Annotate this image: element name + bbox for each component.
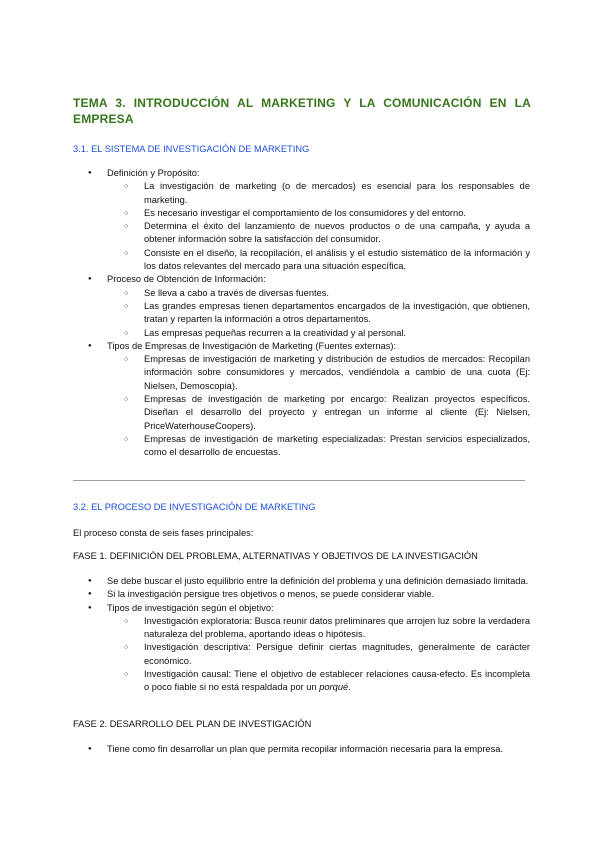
section-heading-3-1: 3.1. EL SISTEMA DE INVESTIGACIÓN DE MARKETING <box>73 144 310 154</box>
causal-text: Investigación causal: Tiene el objetivo de establecer relaciones causa-efecto. Es incompleta o poco fiable si no está respaldada por un <box>144 669 530 693</box>
list-item <box>73 602 530 695</box>
sub-list-item: ○ Determina el éxito del lanzamiento de nuevos productos o de una campaña, y ayuda a obtener información sobre la satisfacción del consumidor. <box>107 220 530 247</box>
horizontal-divider <box>73 480 525 481</box>
sub-list-item: ○ Las grandes empresas tienen departamentos encargados de la investigación, que obtienen, tratan y reparten la información a otros departamentos. <box>107 300 530 327</box>
sub-list-item: ○ Se lleva a cabo a través de diversas fuentes. <box>107 287 530 300</box>
phase-2-title: FASE 2. DESARROLLO DEL PLAN DE INVESTIGACIÓN <box>73 719 312 729</box>
phase-1-list <box>73 575 530 695</box>
list-item-label: Proceso de Obtención de Información: <box>107 274 266 285</box>
section-intro: El proceso consta de seis fases principales: <box>73 528 254 538</box>
list-item <box>73 167 530 273</box>
list-item-label: Tipos de investigación según el objetivo: <box>107 602 274 613</box>
sub-list-item: ○ Empresas de investigación de marketing especializadas: Prestan servicios especializados, como el desarrollo de encuestas. <box>107 433 530 460</box>
list-item-label: Tipos de Empresas de Investigación de Marketing (Fuentes externas): <box>107 340 397 351</box>
sub-list-item: ○ Las empresas pequeñas recurren a la creatividad y al personal. <box>107 327 530 340</box>
section-heading-3-2: 3.2. EL PROCESO DE INVESTIGACIÓN DE MARKETING <box>73 502 316 512</box>
sub-list-item: ○ Empresas de investigación de marketing por encargo: Realizan proyectos específicos. Diseñan el desarrollo del proyecto y entregan un informe al cliente (Ej: Nielsen, PriceWaterhouseCoopers). <box>107 393 530 433</box>
sub-list-item: ○ Investigación exploratoria: Busca reunir datos preliminares que arrojen luz sobre la verdadera naturaleza del problema, aportando ideas o hipótesis. <box>107 615 530 642</box>
sub-list-item: ○ Es necesario investigar el comportamiento de los consumidores y del entorno. <box>107 207 530 220</box>
list-item-label: Definición y Propósito: <box>107 168 200 178</box>
sub-list-item: ○ La investigación de marketing (o de mercados) es esencial para los responsables de marketing. <box>107 180 530 207</box>
sub-list-item: ○ Empresas de investigación de marketing y distribución de estudios de mercados: Recopilan información sobre consumidores y mercados, vendiéndola a cambio de una cuota (Ej: Nielsen, Demoscopia). <box>107 353 530 393</box>
causal-emphasis: porqué <box>319 682 349 693</box>
list-item: ● Si la investigación persigue tres objetivos o menos, se puede considerar viable. <box>73 588 530 601</box>
sub-list <box>107 287 530 340</box>
sub-list-item: ○ Consiste en el diseño, la recopilación, el análisis y el estudio sistemático de la información y los datos relevantes del mercado para una situación específica. <box>107 247 530 274</box>
sub-list <box>107 615 530 695</box>
list-item: ● Se debe buscar el justo equilibrio entre la definición del problema y una definición demasiado limitada. <box>73 575 530 588</box>
sub-list-item: ○ Investigación descriptiva: Persigue definir ciertas magnitudes, generalmente de carácter económico. <box>107 641 530 668</box>
section-1-list <box>73 167 530 460</box>
phase-1-title: FASE 1. DEFINICIÓN DEL PROBLEMA, ALTERNATIVAS Y OBJETIVOS DE LA INVESTIGACIÓN <box>73 551 478 561</box>
sub-list <box>107 180 530 273</box>
list-item <box>73 273 530 339</box>
list-item: ● Tiene como fin desarrollar un plan que permita recopilar información necesaria para la empresa. <box>73 743 530 756</box>
causal-end: . <box>348 682 351 693</box>
phase-2-list <box>73 743 530 756</box>
list-item <box>73 340 530 460</box>
sub-list-item <box>107 668 530 695</box>
page-title: TEMA 3. INTRODUCCIÓN AL MARKETING Y LA COMUNICACIÓN EN LA EMPRESA <box>73 96 531 126</box>
sub-list <box>107 353 530 459</box>
